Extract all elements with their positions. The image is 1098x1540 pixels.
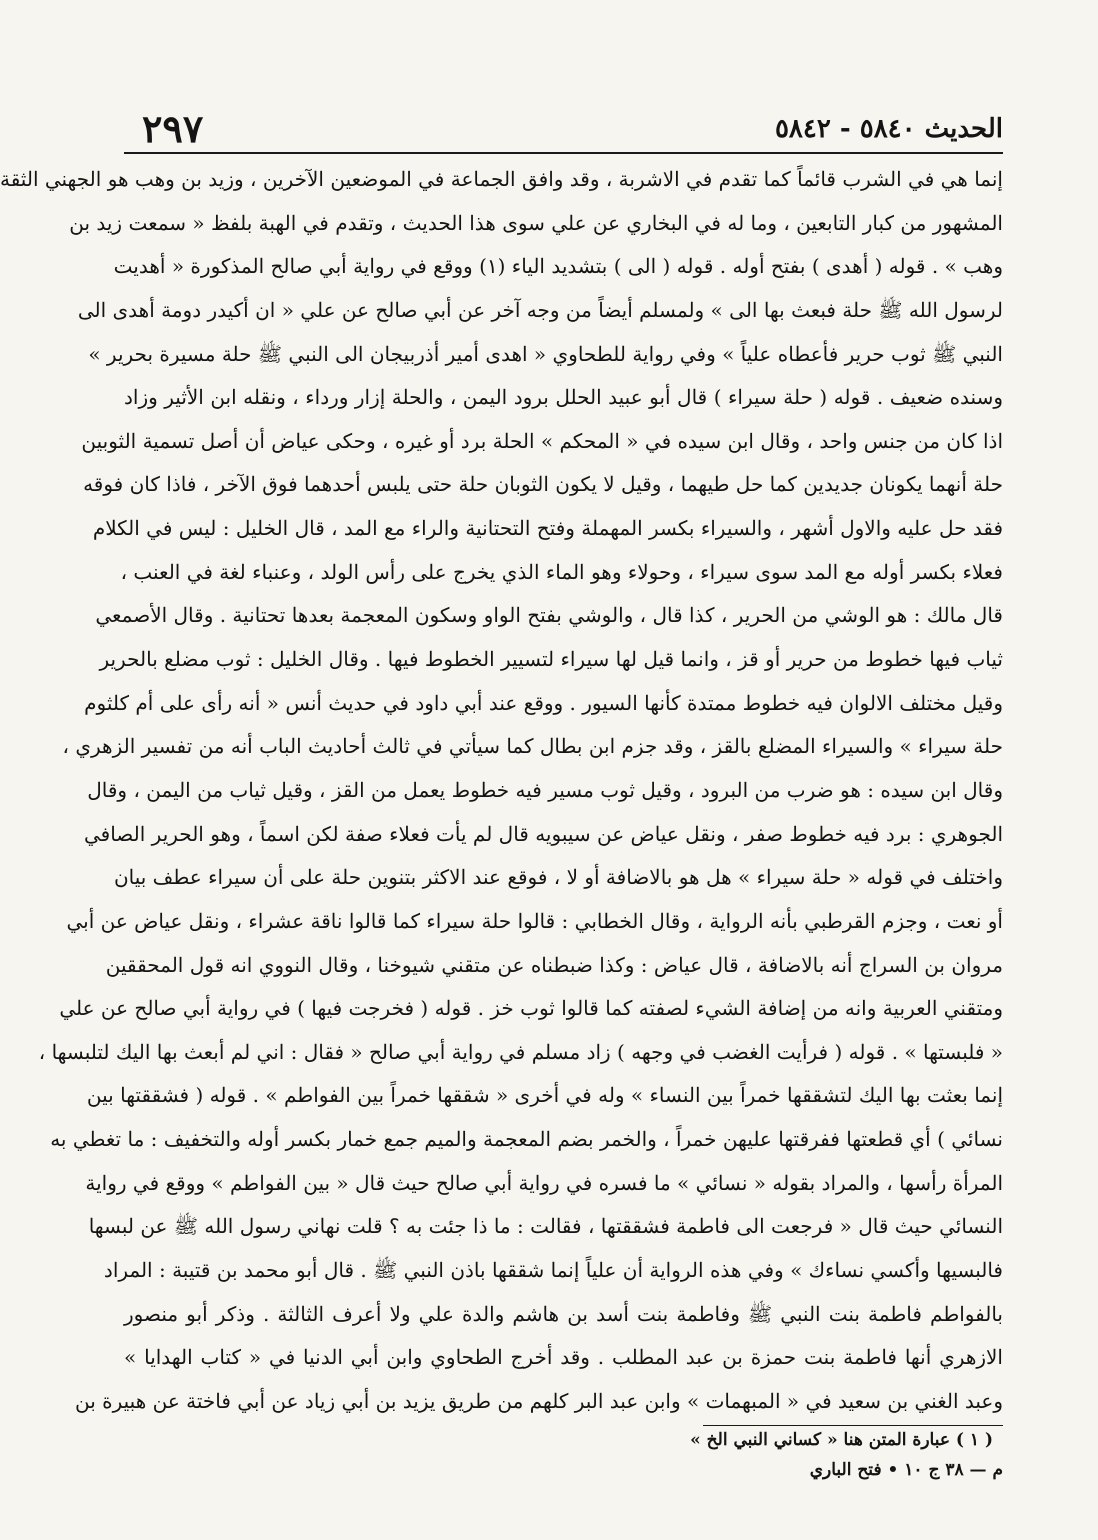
text-line: الازهري أنها فاطمة بنت حمزة بن عبد المطلب . وقد أخرج الطحاوي وابن أبي الدنيا في « كتاب الهدايا » — [124, 1345, 1003, 1370]
text-line: نسائي ) أي قطعتها ففرقتها عليهن خمراً ، والخمر بضم المعجمة والميم جمع خمار بكسر أوله والتخفيف : ما تغطي به — [50, 1127, 1003, 1152]
text-line: واختلف في قوله « حلة سيراء » هل هو بالاضافة أو لا ، فوقع عند الاكثر بتنوين حلة على أن سيراء عطف بيان — [113, 865, 1003, 890]
text-line: المرأة رأسها ، والمراد بقوله « نسائي » ما فسره في رواية أبي صالح حيث قال « بين الفواطم » ووقع في رواية — [85, 1170, 1003, 1195]
text-line: ومتقني العربية وانه من إضافة الشيء لصفته كما قالوا ثوب خز . قوله ( فخرجت فيها ) في رواية أبي صالح عن علي — [59, 996, 1003, 1021]
document-page — [0, 100, 1003, 1510]
text-line: لرسول الله ﷺ حلة فبعث بها الى » ولمسلم أيضاً من وجه آخر عن أبي صالح عن علي « ان أكيدر دومة أهدى الى — [77, 297, 1003, 322]
footnote: ( ١ ) عبارة المتن هنا « كساني النبي الخ » — [690, 1430, 993, 1450]
header-rule — [124, 152, 1003, 154]
text-line: مروان بن السراج أنه بالاضافة ، قال عياض : وكذا ضبطناه عن متقني شيوخنا ، وقال النووي انه قول المحققين — [105, 952, 1003, 977]
text-line: وسنده ضعيف . قوله ( حلة سيراء ) قال أبو عبيد الحلل برود اليمن ، والحلة إزار ورداء ، ونقله ابن الأثير وزاد — [124, 385, 1003, 410]
text-line: وعبد الغني بن سعيد في « المبهمات » وابن عبد البر كلهم من طريق يزيد بن أبي زياد عن أبي فاختة عن هبيرة بن — [74, 1388, 1003, 1413]
text-line: أو نعت ، وجزم القرطبي بأنه الرواية ، وقال الخطابي : قالوا حلة سيراء كما قالوا ناقة عشراء ، ونقل عياض عن أبي — [66, 908, 1003, 933]
text-line: فقد حل عليه والاول أشهر ، والسيراء بكسر المهملة وفتح التحتانية والراء مع المد ، قال الخليل : ليس في الكلام — [92, 516, 1003, 541]
page-number: ٢٩٧ — [142, 106, 204, 151]
main-text — [0, 158, 1003, 1424]
printer-signature: م — ٣٨ ج ١٠ • فتح الباري — [809, 1460, 1003, 1480]
text-line: قال مالك : هو الوشي من الحرير ، كذا قال ، والوشي بفتح الواو وسكون المعجمة بعدها تحتانية . وقال الأصمعي — [95, 603, 1003, 628]
text-line: ثياب فيها خطوط من حرير أو قز ، وانما قيل لها سيراء لتسيير الخطوط فيها . وقال الخليل : ثوب مضلع بالحرير — [99, 647, 1003, 672]
text-line: المشهور من كبار التابعين ، وما له في البخاري عن علي سوى هذا الحديث ، وتقدم في الهبة بلفظ « سمعت زيد بن — [69, 210, 1003, 235]
text-line: حلة أنهما يكونان جديدين كما حل طيهما ، وقيل لا يكون الثوبان حلة حتى يلبس أحدهما فوق الآخر ، فاذا كان فوقه — [83, 472, 1003, 497]
page-header — [124, 100, 1003, 150]
text-line: إنما هي في الشرب قائماً كما تقدم في الاشربة ، وقد وافق الجماعة في الموضعين الآخرين ، وزيد بن وهب هو الجهني الثقة — [0, 167, 1003, 191]
text-line: فالبسيها وأكسي نساءك » وفي هذه الرواية أن علياً إنما شققها باذن النبي ﷺ . قال أبو محمد بن قتيبة : المراد — [103, 1258, 1003, 1283]
footnote-rule — [703, 1425, 1003, 1426]
text-line: فعلاء بكسر أوله مع المد سوى سيراء ، وحولاء وهو الماء الذي يخرج على رأس الولد ، وعنباء لغة في العنب ، — [120, 559, 1003, 584]
text-line: « فلبستها » . قوله ( فرأيت الغضب في وجهه ) زاد مسلم في رواية أبي صالح « فقال : اني لم أبعث بها اليك لتلبسها ، — [38, 1039, 1003, 1064]
text-line: النبي ﷺ ثوب حرير فأعطاه علياً » وفي رواية للطحاوي « اهدى أمير أذربيجان الى النبي ﷺ حلة مسيرة بحرير » — [88, 341, 1003, 366]
text-line: إنما بعثت بها اليك لتشققها خمراً بين النساء » وله في أخرى « شققها خمراً بين الفواطم » . قوله ( فشققتها بين — [86, 1083, 1003, 1108]
text-line: وقيل مختلف الالوان فيه خطوط ممتدة كأنها السيور . ووقع عند أبي داود في حديث أنس « أنه رأى على أم كلثوم — [84, 690, 1003, 715]
text-line: حلة سيراء » والسيراء المضلع بالقز ، وقد جزم ابن بطال كما سيأتي في ثالث أحاديث الباب أنه من تفسير الزهري ، — [62, 734, 1003, 759]
text-line: الجوهري : برد فيه خطوط صفر ، ونقل عياض عن سيبويه قال لم يأت فعلاء صفة لكن اسماً ، وهو الحرير الصافي — [83, 821, 1003, 846]
text-line: بالفواطم فاطمة بنت النبي ﷺ وفاطمة بنت أسد بن هاشم والدة علي ولا أعرف الثالثة . وذكر أبو منصور — [124, 1301, 1003, 1326]
running-head: الحديث ٥٨٤٠ - ٥٨٤٢ — [774, 114, 1003, 144]
text-line: وهب » . قوله ( أهدى ) بفتح أوله . قوله ( الى ) بتشديد الياء (١) ووقع في رواية أبي صالح المذكورة « أهديت — [113, 254, 1003, 279]
text-line: النسائي حيث قال « فرجعت الى فاطمة فشققتها ، فقالت : ما ذا جئت به ؟ قلت نهاني رسول الله ﷺ عن لبسها — [88, 1214, 1003, 1239]
text-line: اذا كان من جنس واحد ، وقال ابن سيده في « المحكم » الحلة برد أو غيره ، وحكى عياض أن أصل تسمية الثوبين — [81, 428, 1003, 453]
text-line: وقال ابن سيده : هو ضرب من البرود ، وقيل ثوب مسير فيه خطوط يعمل من القز ، وقيل ثياب من اليمن ، وقال — [87, 777, 1003, 802]
